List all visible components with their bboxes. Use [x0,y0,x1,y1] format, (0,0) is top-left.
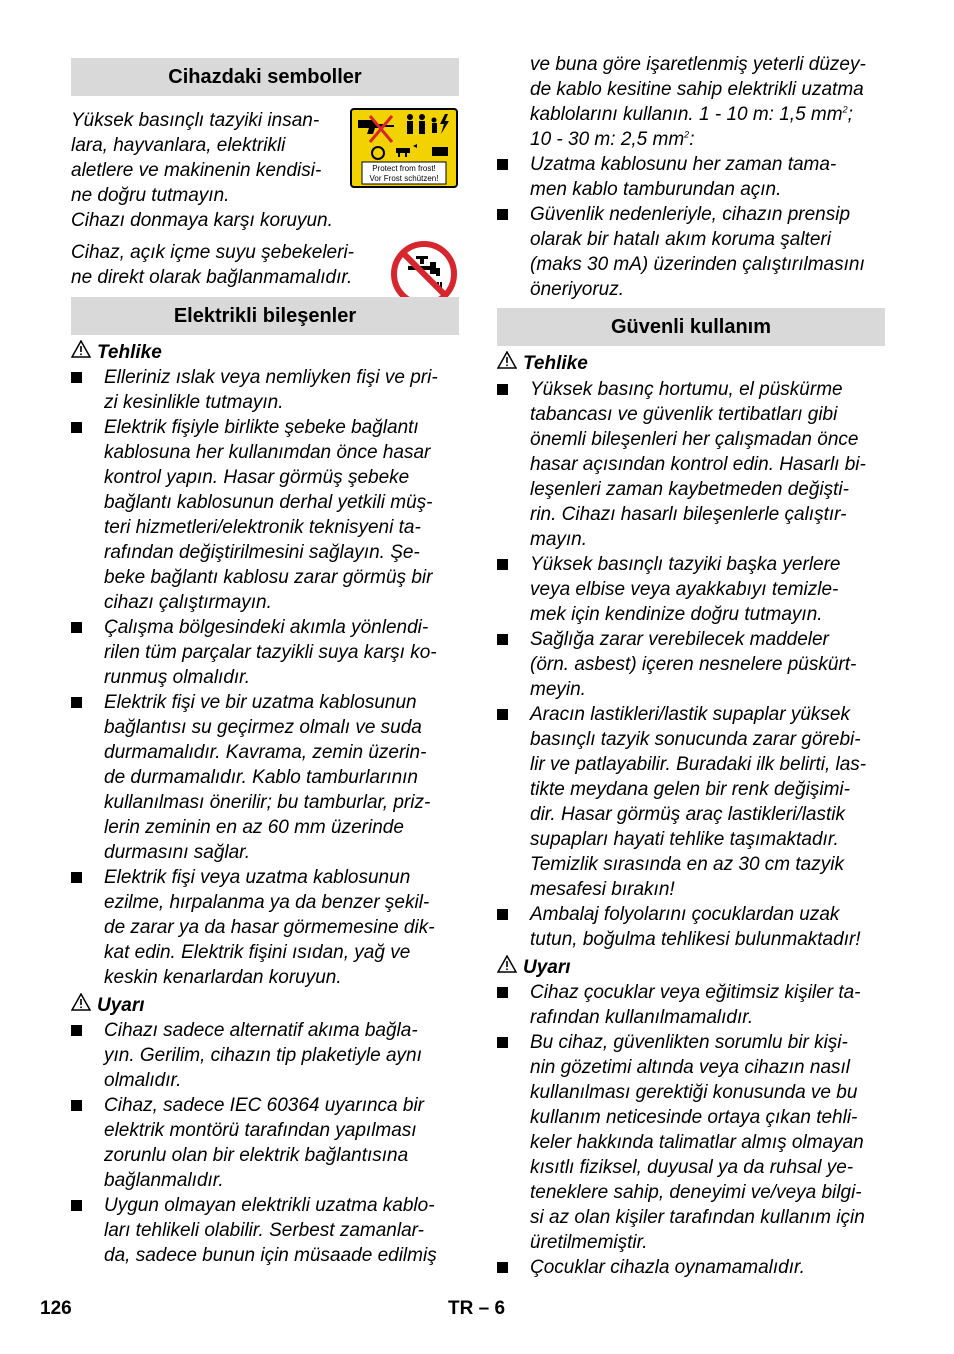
warning-heading-left [71,993,145,1018]
section-title-safe-use: Güvenli kullanım [497,308,885,346]
label-text-en: Protect from frost! [372,164,436,173]
warning-label: Uyarı [523,957,571,978]
symbol-paragraph-1: Yüksek basınçlı tazyiki insan- lara, hayvanlara, elektrikli aletlere ve makinenin kendisi- ne doğru tutmayın. [71,110,322,206]
section-title-electrical: Elektrikli bileşenler [71,297,459,335]
machine-warning-label-icon [350,108,458,188]
warning-triangle-icon [497,351,523,376]
warning-triangle-icon [71,993,97,1018]
danger-label: Tehlike [523,353,588,374]
danger-heading-left [71,340,162,365]
section-reference: TR – 6 [448,1298,506,1319]
warning-triangle-icon [71,340,97,365]
warning-heading-right [497,955,571,980]
warning-triangle-icon [497,955,523,980]
warning-label: Uyarı [97,995,145,1016]
label-text-de: Vor Frost schützen! [369,174,439,183]
danger-label: Tehlike [97,342,162,363]
page-number: 126 [40,1298,72,1319]
section-title-symbols: Cihazdaki semboller [71,58,459,96]
symbol-paragraph-2: Cihazı donmaya karşı koruyun. [71,210,333,231]
danger-heading-right [497,351,588,376]
symbol-paragraph-3: Cihaz, açık içme suyu şebekeleri- ne direkt olarak bağlanmamalıdır. [71,242,354,288]
